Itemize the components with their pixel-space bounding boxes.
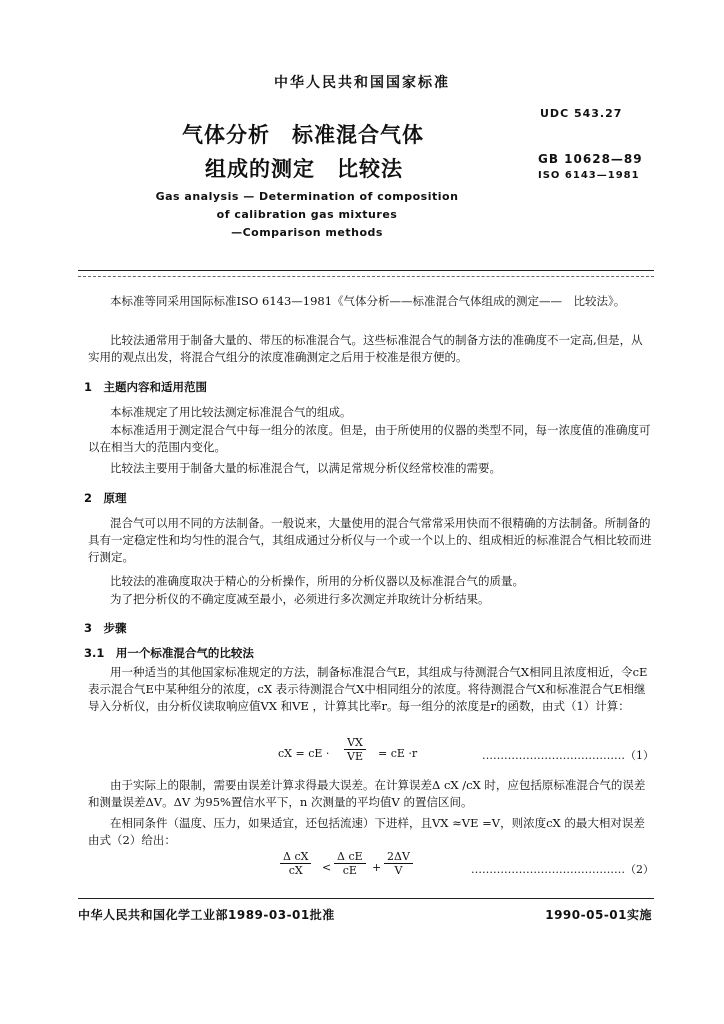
section-3-1-heading: 3.1 用一个标准混合气的比较法 [84, 646, 254, 660]
section-3-heading: 3 步骤 [84, 621, 127, 635]
equation-2-fraction-1 [280, 850, 311, 877]
footer-rule [78, 898, 654, 899]
equation-1-rhs: = cE ·r [378, 747, 418, 760]
section-1-paragraph-1: 本标准规定了用比较法测定标准混合气的组成。 [110, 405, 352, 419]
gb-number: GB 10628—89 [538, 152, 643, 166]
equation-2-plus: + [372, 861, 382, 874]
section-1-paragraph-3: 比较法主要用于制备大量的标准混合气，以满足常规分析仪经常校准的需要。 [110, 461, 501, 475]
equation-1-denominator: VE [347, 750, 363, 763]
english-title-line2: of calibration gas mixtures [216, 208, 398, 221]
equation-2-numerator-2: Δ cE [334, 850, 366, 864]
english-title-line3: —Comparison methods [231, 226, 383, 239]
section-3-1-paragraph-1: 用一种适当的其他国家标准规定的方法，制备标准混合气E，其组成与待测混合气X相同且浓度相近，令cE 表示混合气E中某种组分的浓度，cX 表示待测混合气X中相同组分的浓度。将待测混合气X和标准混合气E相继导入分析仪，由分析仪读取响应值VX 和VE ，计算其比率r。每一组分的浓度是r的函数，由式（1）计算： [88, 665, 648, 713]
equation-2-denominator-2: cE [342, 864, 357, 877]
equation-2 [280, 850, 654, 886]
equation-2-less-than: < [322, 861, 332, 874]
equation-1-number: …………………………………（1） [482, 749, 654, 762]
standard-type: 中华人民共和国国家标准 [274, 75, 450, 91]
equation-1-lhs: cX = cE · [278, 747, 330, 760]
chinese-title-line2: 组成的测定 比较法 [205, 157, 403, 181]
intro-paragraph-2: 比较法通常用于制备大量的、带压的标准混合气。这些标准混合气的制备方法的准确度不一定高,但是，从实用的观点出发，将混合气组分的浓度准确测定之后用于校准是很方便的。 [88, 333, 643, 364]
section-2-heading: 2 原理 [84, 491, 127, 505]
equation-1-fraction [344, 736, 366, 763]
section-3-1-paragraph-2: 由于实际上的限制，需要由误差计算求得最大误差。在计算误差Δ cX /cX 时，应包括原标准混合气的误差和测量误差ΔV。ΔV 为95%置信水平下，n 次测量的平均值V 的置信区间。 [88, 778, 646, 809]
iso-number: ISO 6143—1981 [538, 170, 640, 181]
equation-2-denominator-3: V [394, 864, 403, 877]
section-1-heading: 1 主题内容和适用范围 [84, 380, 208, 394]
section-2-paragraph-2: 比较法的准确度取决于精心的分析操作，所用的分析仪器以及标准混合气的质量。 [110, 574, 524, 588]
equation-2-fraction-2 [334, 850, 366, 877]
chinese-title-line1: 气体分析 标准混合气体 [182, 123, 424, 147]
section-2-paragraph-1: 混合气可以用不同的方法制备。一般说来，大量使用的混合气常常采用快而不很精确的方法制备。所制备的具有一定稳定性和均匀性的混合气，其组成通过分析仪与一个或一个以上的、组成相近的标准混合气相比较而进行测定。 [88, 516, 652, 564]
udc-number: UDC 543.27 [540, 107, 623, 120]
section-1-paragraph-2: 本标准适用于测定混合气中每一组分的浓度。但是，由于所使用的仪器的类型不同，每一浓度值的准确度可以在相当大的范围内变化。 [88, 423, 651, 454]
equation-2-fraction-3 [384, 850, 413, 877]
equation-2-number: ……………………………………（2） [471, 863, 654, 876]
implementation-date: 1990-05-01实施 [545, 908, 652, 922]
intro-paragraph-1: 本标准等同采用国际标准ISO 6143—1981《气体分析——标准混合气体组成的测定—— 比较法》。 [110, 294, 626, 308]
equation-1-numerator: VX [344, 736, 366, 750]
equation-2-numerator-1: Δ cX [280, 850, 311, 864]
section-3-1-paragraph-3: 在相同条件（温度、压力，如果适宜，还包括流速）下进样，且VX ≈VE =V，则浓度cX 的最大相对误差由式（2）给出： [88, 816, 645, 847]
equation-2-numerator-3: 2ΔV [384, 850, 413, 864]
approval-date: 中华人民共和国化学工业部1989-03-01批准 [78, 908, 335, 922]
header-rule-dashed [78, 276, 654, 277]
equation-2-denominator-1: cX [288, 864, 303, 877]
english-title-line1: Gas analysis — Determination of composition [155, 190, 459, 203]
header-rule [78, 270, 654, 271]
equation-1 [278, 736, 654, 772]
section-2-paragraph-3: 为了把分析仪的不确定度减至最小，必须进行多次测定并取统计分析结果。 [110, 592, 490, 606]
